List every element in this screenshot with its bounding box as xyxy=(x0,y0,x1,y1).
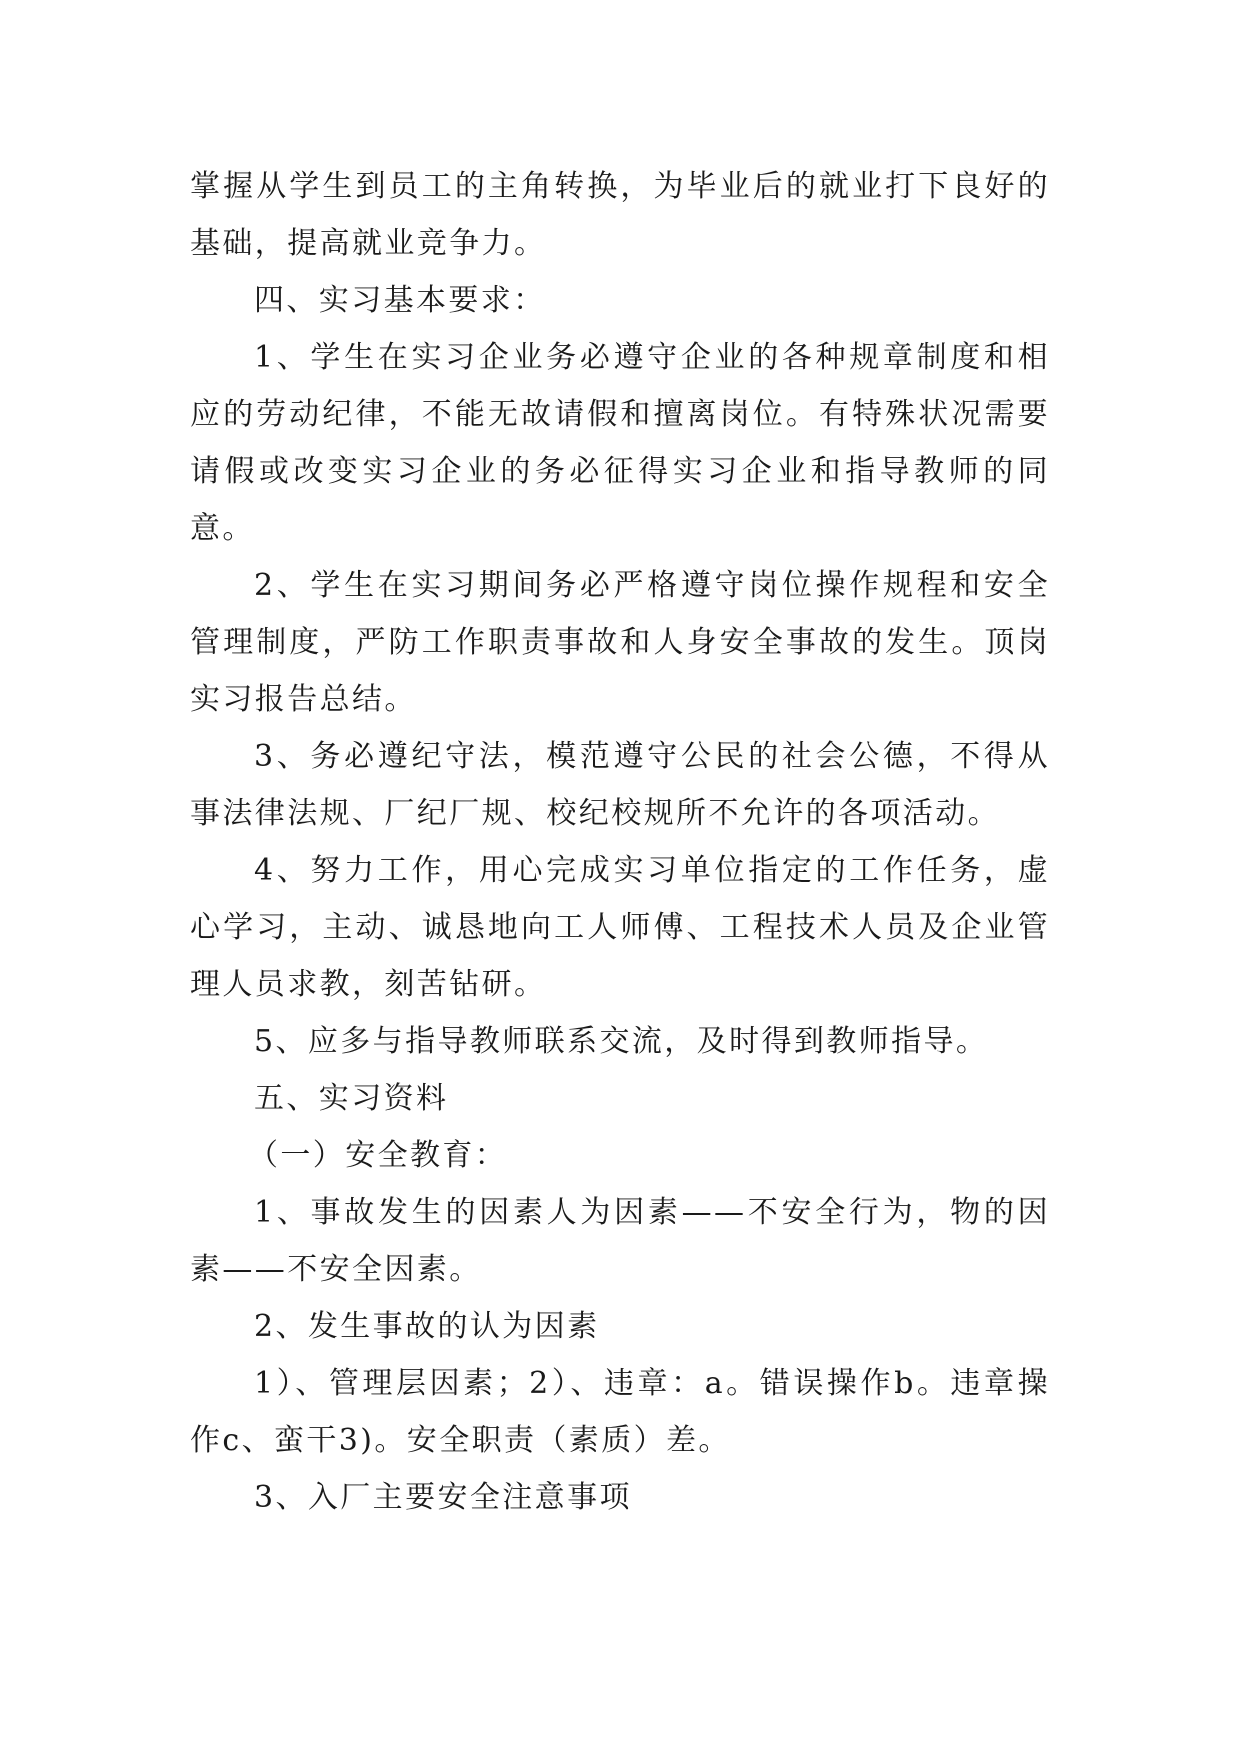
requirement-item-2: 2、学生在实习期间务必严格遵守岗位操作规程和安全管理制度，严防工作职责事故和人身安全事故的发生。顶岗实习报告总结。 xyxy=(190,568,1050,717)
safety-item-2: 2、发生事故的认为因素 xyxy=(254,1309,600,1344)
paragraph-intro-continuation: 掌握从学生到员工的主角转换，为毕业后的就业打下良好的基础，提高就业竞争力。 xyxy=(190,169,1050,261)
subsection-heading-safety-education: （一）安全教育： xyxy=(248,1138,508,1173)
section-heading-internship-materials: 五、实习资料 xyxy=(254,1081,449,1116)
requirement-item-5: 5、应多与指导教师联系交流，及时得到教师指导。 xyxy=(254,1024,989,1059)
document-body xyxy=(190,158,1050,1526)
requirement-item-3: 3、务必遵纪守法，模范遵守公民的社会公德，不得从事法律法规、厂纪厂规、校纪校规所不允许的各项活动。 xyxy=(190,739,1050,831)
safety-item-3: 3、入厂主要安全注意事项 xyxy=(254,1480,632,1515)
safety-item-2-details: 1）、管理层因素；2）、违章：a。错误操作b。违章操作c、蛮干3)。安全职责（素质）差。 xyxy=(190,1366,1050,1458)
requirement-item-1: 1、学生在实习企业务必遵守企业的各种规章制度和相应的劳动纪律，不能无故请假和擅离岗位。有特殊状况需要请假或改变实习企业的务必征得实习企业和指导教师的同意。 xyxy=(190,340,1050,546)
requirement-item-4: 4、努力工作，用心完成实习单位指定的工作任务，虚心学习，主动、诚恳地向工人师傅、工程技术人员及企业管理人员求教，刻苦钻研。 xyxy=(190,853,1050,1002)
safety-item-1: 1、事故发生的因素人为因素——不安全行为，物的因素——不安全因素。 xyxy=(190,1195,1050,1287)
section-heading-internship-requirements: 四、实习基本要求： xyxy=(254,283,546,318)
